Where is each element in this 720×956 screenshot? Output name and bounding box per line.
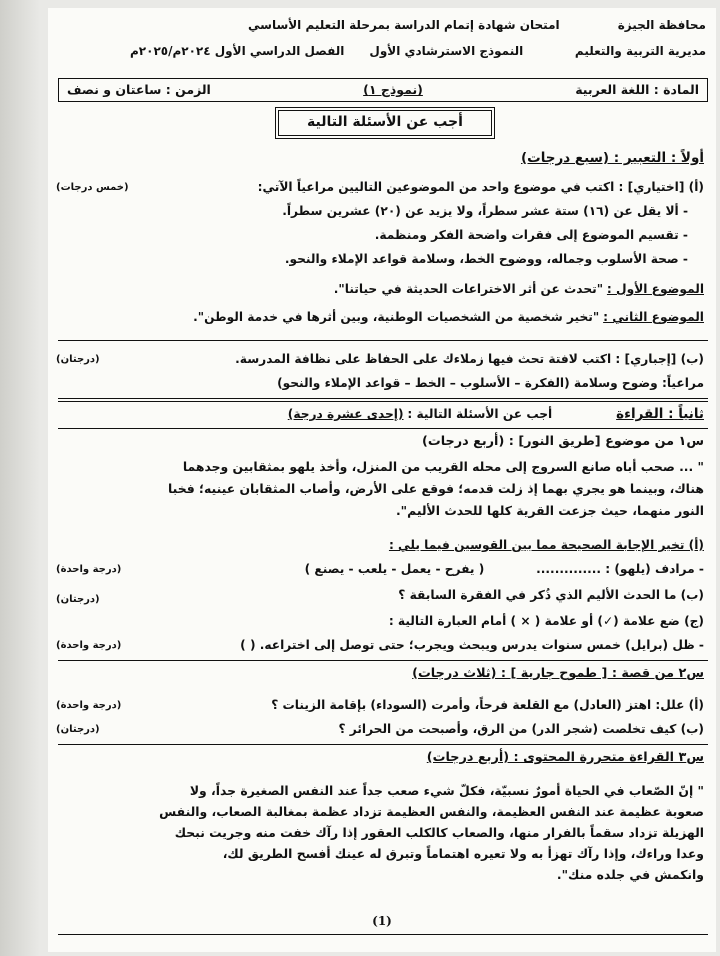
q1-title: س١ من موضوع [طريق النور] : (أربع درجات) <box>422 434 704 449</box>
q3-passage-line-5: وانكمش في جلده منك". <box>556 867 704 882</box>
topic-1-text: "تحدث عن أثر الاختراعات الحديثة في حياتنا". <box>333 282 604 296</box>
q1-c-mark: (درجة واحدة) <box>56 640 122 651</box>
section1-a-main: (أ) [اختياري] : اكتب في موضوع واحد من الموضوعين التاليين مراعياً الآتي: <box>257 180 704 194</box>
q3-passage-line-4: وعدا وراءك، وإذا رآك تهزأ به ولا تعيره اهتماماً وتبرق له عينك أفسح الطريق لك، <box>222 846 704 861</box>
q1-passage-line-1: " ... صحب أباه صانع السروج إلى محله القريب من المنزل، وأخذ يلهو بمثقابين وجدهما <box>182 459 704 474</box>
q2-b: (ب) كيف تخلصت (شجر الدر) من الرق، وأصبحت من الحرائر ؟ <box>338 722 704 736</box>
section2-marks: (إحدى عشرة درجة) <box>287 407 404 421</box>
q2-title: س٢ من قصة : [ طموح جارية ] : (ثلاث درجات) <box>412 666 704 681</box>
section1-b-note: مراعياً: وضوح وسلامة (الفكرة – الأسلوب – الخط – قواعد الإملاء والنحو) <box>277 376 704 390</box>
q2-a: (أ) علل: اهتز (العادل) مع القلعة فرحاً، وأمرت (السوداء) بإقامة الزينات ؟ <box>271 698 704 712</box>
page-shadow <box>0 0 40 956</box>
section1-b-main: (ب) [إجباري] : اكتب لافتة تحث فيها زملاءك على الحفاظ على نظافة المدرسة. <box>235 352 704 366</box>
exam-title: امتحان شهادة إتمام الدراسة بمرحلة التعليم الأساسي <box>248 18 560 32</box>
q1-a-row <box>58 562 704 577</box>
q1-b-mark: (درجتان) <box>56 594 100 605</box>
q2-b-mark: (درجتان) <box>56 724 100 735</box>
topic-2-label: الموضوع الثاني : <box>603 310 704 324</box>
governorate: محافظة الجيزة <box>617 18 706 32</box>
section1-a-mark: (خمس درجات) <box>56 182 129 193</box>
divider-3 <box>58 428 708 429</box>
section1-a-point-3: - صحة الأسلوب وجماله، ووضوح الخط، وسلامة قواعد الإملاء والنحو. <box>284 252 688 266</box>
exam-page <box>48 8 716 952</box>
divider-4 <box>58 660 708 661</box>
subject: المادة : اللغة العربية <box>575 82 699 98</box>
subject-box <box>58 78 708 102</box>
duration: الزمن : ساعتان و نصف <box>67 82 211 98</box>
q3-passage-line-2: صعوبة عظيمة عند النفس العظيمة، والنفس العظيمة تزداد عظمة بمغالبة الصعاب، والنفس <box>159 804 704 819</box>
q1-c: (ج) ضع علامة (✓) أو علامة ( × ) أمام العبارة التالية : <box>388 614 704 628</box>
q1-a-item: - مرادف (يلهو) : .............. <box>536 562 704 576</box>
q1-passage-line-2: هناك، وبينما هو يجري بهما إذ زلت قدمه؛ فوقع على الأرض، وأصاب المثقابان عينيه؛ فخبا <box>167 481 704 496</box>
instruction-title: أجب عن الأسئلة التالية <box>278 110 492 136</box>
section1-a-point-1: - ألا يقل عن (١٦) ستة عشر سطراً، ولا يزيد عن (٢٠) عشرين سطراً. <box>282 204 688 218</box>
directorate: مديرية التربية والتعليم <box>574 44 706 58</box>
q3-passage-line-1: " إنّ الصّعاب في الحياة أمورٌ نسبيّة، فكلّ شيء صعب جداً عند النفس الصغيرة جداً، ولا <box>189 783 704 798</box>
q3-title: س٣ القراءة متحررة المحتوى : (أربع درجات) <box>426 750 704 765</box>
section1-title: أولاً : التعبير : (سبع درجات) <box>520 150 704 166</box>
topic-1-label: الموضوع الأول : <box>606 282 704 296</box>
q1-b: (ب) ما الحدث الأليم الذي ذُكر في الفقرة السابقة ؟ <box>398 588 704 602</box>
section1-b-mark: (درجتان) <box>56 354 100 365</box>
header-row-2 <box>58 44 706 59</box>
divider-5 <box>58 744 708 745</box>
footer-rule <box>58 934 708 935</box>
model-number: (نموذج ١) <box>363 82 423 98</box>
q1-a-mark: (درجة واحدة) <box>56 564 122 575</box>
model-term: النموذج الاسترشادي الأول الفصل الدراسي الأول ٢٠٢٤م/٢٠٢٥م <box>130 44 524 58</box>
section1-a-point-2: - تقسيم الموضوع إلى فقرات واضحة الفكر ومنظمة. <box>374 228 688 242</box>
section2-instruction: أجب عن الأسئلة التالية : <box>407 407 553 421</box>
q2-a-mark: (درجة واحدة) <box>56 700 122 711</box>
section2-header <box>58 406 704 423</box>
page-number: (1) <box>372 914 392 928</box>
section2-title: ثانياً : القراءة <box>616 406 704 422</box>
topic-2 <box>58 310 704 325</box>
divider-2 <box>58 398 708 402</box>
q3-passage-line-3: الهزيلة تزداد سقماً بالفرار منها، والصعاب كالكلب العقور إذا رآك خفت منه وجريت نبحك <box>174 825 704 840</box>
q1-c-item: - ظل (برايل) خمس سنوات يدرس ويبحث ويجرب؛ حتى توصل إلى اختراعه. ( ) <box>240 638 704 652</box>
q1-passage-line-3: النور منهما، حيث جزعت القرية كلها للحدث الأليم". <box>395 503 704 518</box>
divider-1 <box>58 340 708 341</box>
topic-2-text: "تخير شخصية من الشخصيات الوطنية، وبين أثرها في خدمة الوطن". <box>193 310 600 324</box>
header-row-1 <box>58 18 706 33</box>
q1-passage <box>58 456 704 522</box>
topic-1 <box>58 282 704 297</box>
q3-passage <box>58 780 704 885</box>
q1-a-options: ( يفرح - يعمل - يلعب - يصنع ) <box>304 562 485 576</box>
q1-a: (أ) تخير الإجابة الصحيحة مما بين القوسين فيما يلي : <box>388 538 704 552</box>
